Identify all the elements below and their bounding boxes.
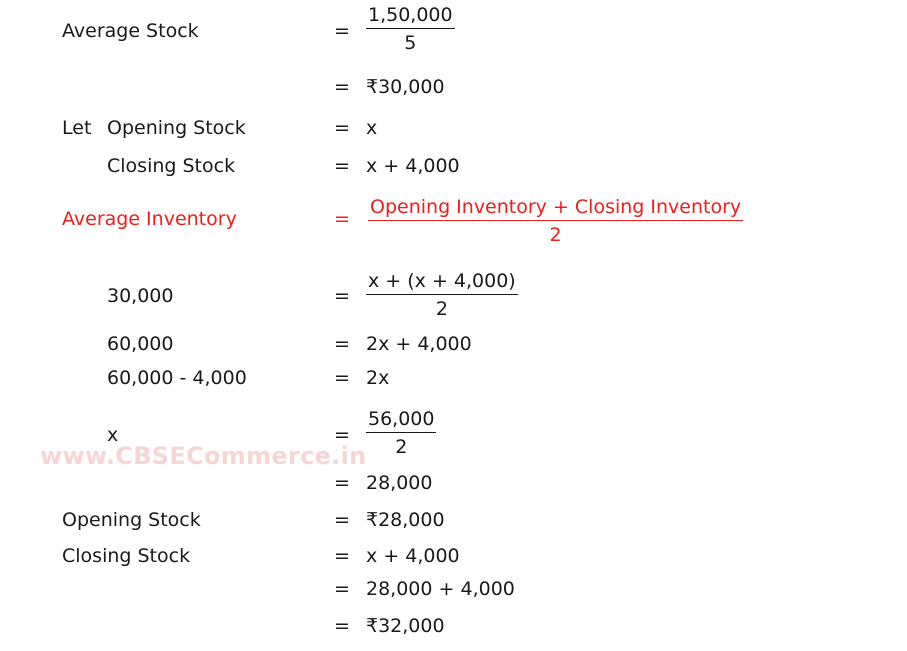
- equals-sign: =: [334, 208, 350, 230]
- opening-stock-value: x: [366, 117, 378, 139]
- average-inventory-formula: [368, 196, 743, 246]
- step-label: x: [107, 424, 119, 446]
- average-stock-value: ₹30,000: [366, 76, 445, 98]
- watermark: www.CBSECommerce.in: [40, 442, 367, 470]
- closing-stock-final-value: ₹32,000: [366, 615, 445, 637]
- step-label: 60,000: [107, 333, 174, 355]
- equals-sign: =: [334, 285, 350, 307]
- step-value: 2x: [366, 367, 390, 389]
- closing-stock-result-label: Closing Stock: [62, 545, 191, 567]
- equals-sign: =: [334, 367, 350, 389]
- average-inventory-label: Average Inventory: [62, 208, 237, 230]
- equals-sign: =: [334, 578, 350, 600]
- equals-sign: =: [334, 117, 350, 139]
- fraction-denominator: 2: [395, 436, 408, 458]
- fraction-numerator: 1,50,000: [366, 4, 455, 29]
- equals-sign: =: [334, 155, 350, 177]
- step-value: 28,000: [366, 472, 433, 494]
- closing-stock-value: x + 4,000: [366, 155, 460, 177]
- equals-sign: =: [334, 424, 350, 446]
- opening-stock-result-label: Opening Stock: [62, 509, 201, 531]
- fraction-numerator: x + (x + 4,000): [366, 270, 518, 295]
- equals-sign: =: [334, 333, 350, 355]
- closing-stock-result-value: x + 4,000: [366, 545, 460, 567]
- equals-sign: =: [334, 76, 350, 98]
- equals-sign: =: [334, 472, 350, 494]
- step-fraction: [366, 270, 518, 320]
- fraction-numerator: Opening Inventory + Closing Inventory: [368, 196, 743, 221]
- average-stock-label: Average Stock: [62, 20, 199, 42]
- equals-sign: =: [334, 509, 350, 531]
- fraction-denominator: 2: [549, 224, 562, 246]
- fraction-denominator: 5: [404, 32, 417, 54]
- step-label: 30,000: [107, 285, 174, 307]
- fraction-denominator: 2: [435, 298, 448, 320]
- equals-sign: =: [334, 615, 350, 637]
- equals-sign: =: [334, 20, 350, 42]
- step-value: 2x + 4,000: [366, 333, 472, 355]
- closing-stock-label: Closing Stock: [107, 155, 236, 177]
- fraction-numerator: 56,000: [366, 408, 436, 433]
- equals-sign: =: [334, 545, 350, 567]
- opening-stock-label: Opening Stock: [107, 117, 246, 139]
- step-label: 60,000 - 4,000: [107, 367, 247, 389]
- step-fraction: [366, 408, 436, 458]
- let-keyword: Let: [62, 117, 92, 139]
- average-stock-fraction: [366, 4, 455, 54]
- closing-stock-step-value: 28,000 + 4,000: [366, 578, 515, 600]
- opening-stock-result-value: ₹28,000: [366, 509, 445, 531]
